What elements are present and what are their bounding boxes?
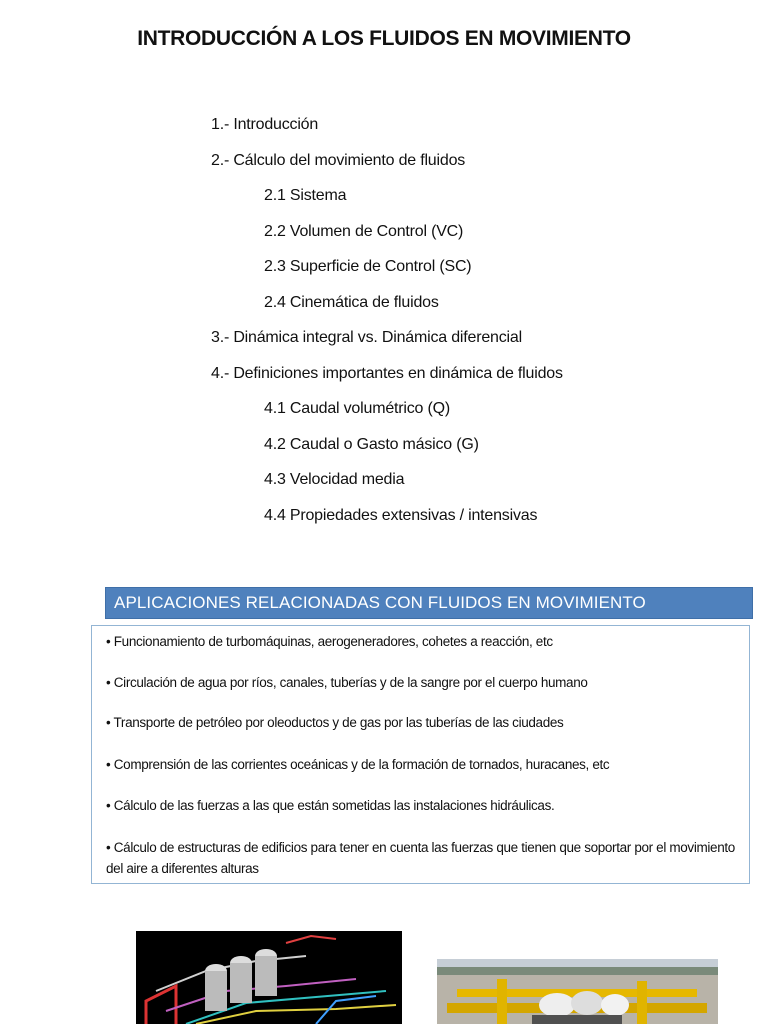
application-item: • Circulación de agua por ríos, canales, tuberías y de la sangre por el cuerpo humano [106, 675, 588, 690]
toc-subitem: 2.1 Sistema [264, 187, 347, 204]
applications-box [91, 625, 750, 884]
toc-item: 1.- Introducción [211, 116, 319, 133]
toc-subitem: 2.4 Cinemática de fluidos [264, 293, 439, 311]
application-item: • Funcionamiento de turbomáquinas, aerogeneradores, cohetes a reacción, etc [106, 634, 553, 649]
toc-subitem: 4.1 Caudal volumétrico (Q) [264, 400, 450, 417]
industrial-plant-image [136, 931, 402, 1024]
toc-subitem: 4.3 Velocidad media [264, 471, 405, 488]
application-item: • Comprensión de las corrientes oceánicas y de la formación de tornados, huracanes, etc [106, 757, 610, 772]
application-item: • Cálculo de las fuerzas a las que están sometidas las instalaciones hidráulicas. [106, 798, 555, 813]
toc-item: 2.- Cálculo del movimiento de fluidos [211, 151, 466, 169]
page-title: INTRODUCCIÓN A LOS FLUIDOS EN MOVIMIENTO [137, 27, 631, 50]
toc-subitem: 4.4 Propiedades extensivas / intensivas [264, 506, 538, 524]
toc-item: 4.- Definiciones importantes en dinámica de fluidos [211, 364, 563, 382]
table-of-contents [211, 113, 563, 539]
application-item: • Transporte de petróleo por oleoductos y de gas por las tuberías de las ciudades [106, 715, 564, 730]
application-item: • Cálculo de estructuras de edificios para tener en cuenta las fuerzas que tienen que soportar por el movimiento del aire a diferentes alturas [106, 840, 735, 876]
toc-subitem: 2.3 Superficie de Control (SC) [264, 258, 472, 275]
toc-subitem: 2.2 Volumen de Control (VC) [264, 222, 464, 240]
applications-header: APLICACIONES RELACIONADAS CON FLUIDOS EN MOVIMIENTO [105, 587, 753, 619]
toc-subitem: 4.2 Caudal o Gasto másico (G) [264, 435, 479, 453]
toc-item: 3.- Dinámica integral vs. Dinámica diferencial [211, 329, 522, 346]
pipeline-photo [437, 959, 718, 1024]
